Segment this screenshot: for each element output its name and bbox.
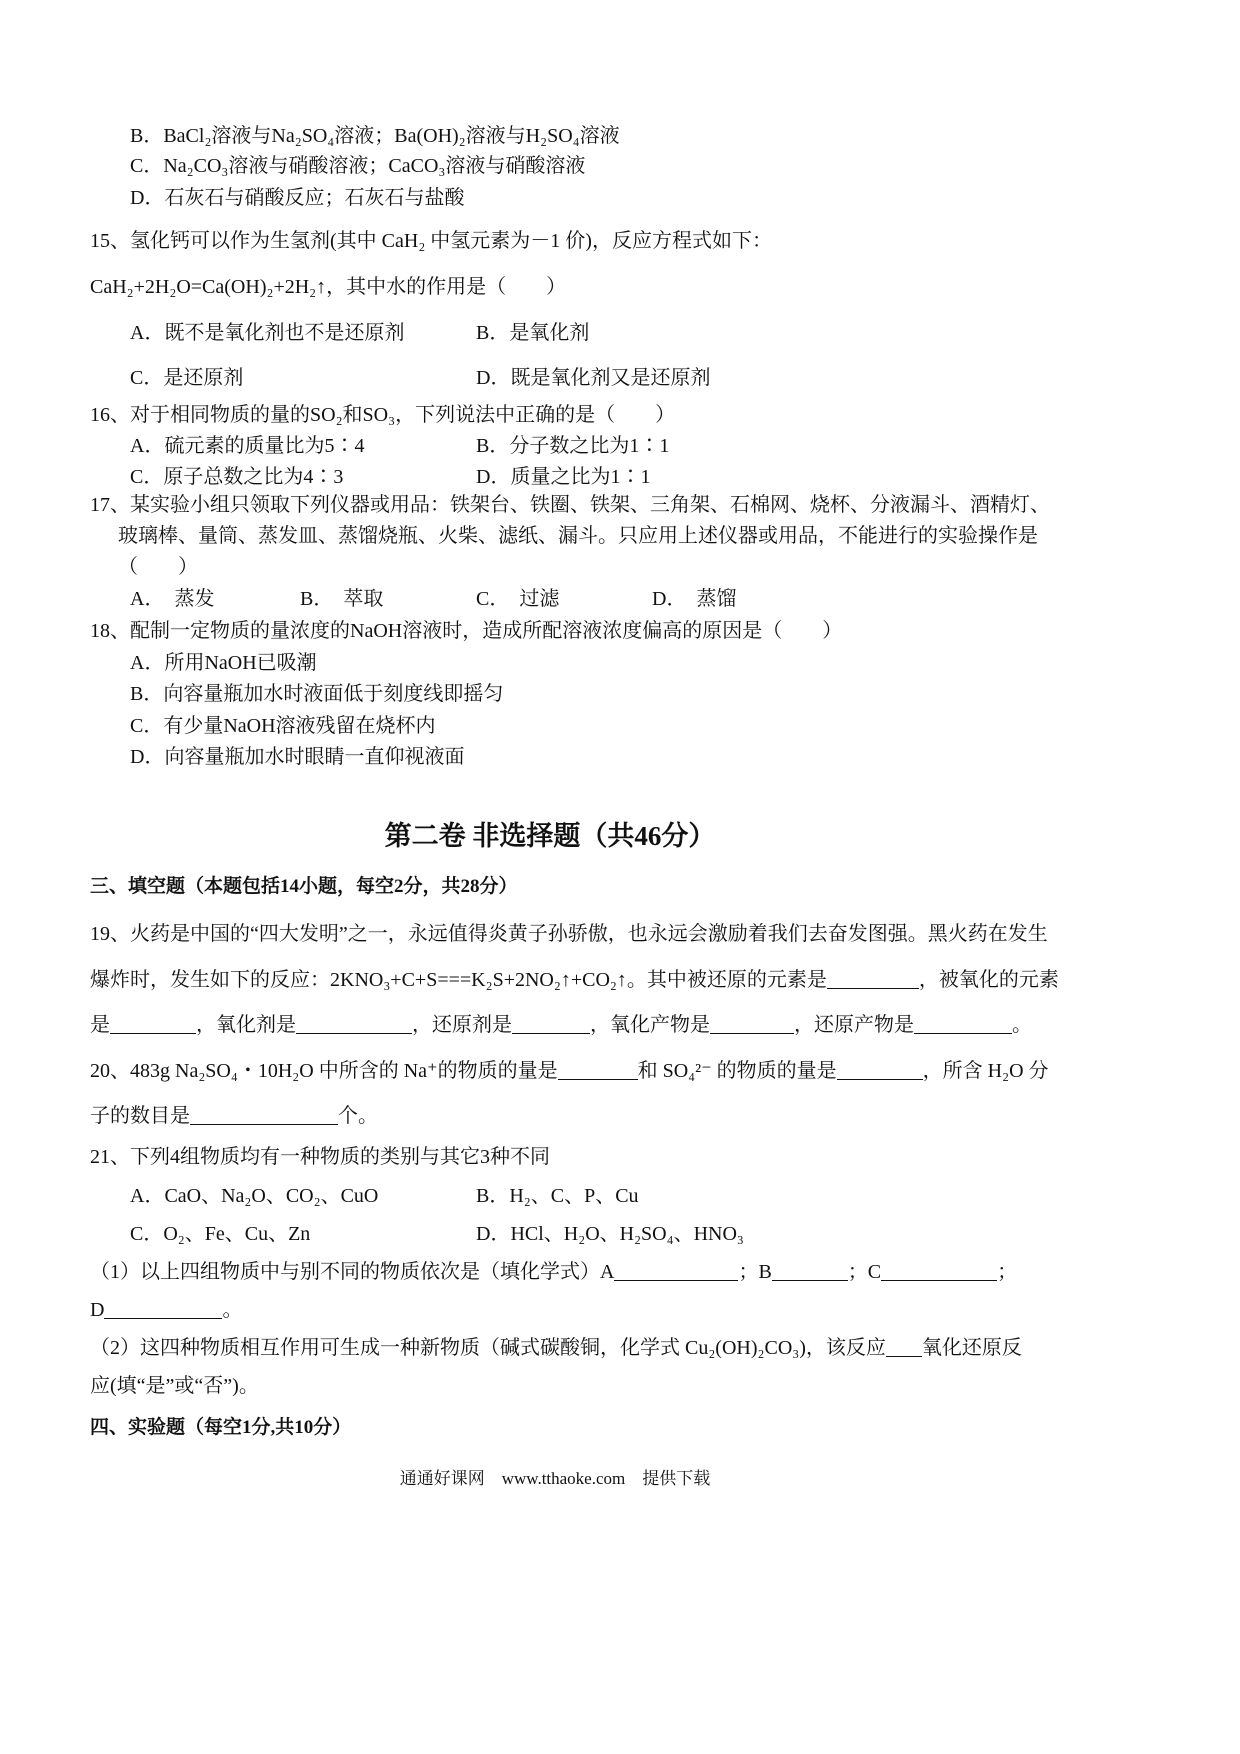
q21-option-a: A．CaO、Na₂O、CO₂、CuO (130, 1185, 379, 1207)
q19-reduction-product-blank[interactable] (914, 1013, 1012, 1034)
q19-text: ，氧化产物是 (590, 1014, 710, 1036)
q20-text: 子的数目是 (90, 1105, 190, 1127)
q20-so4-amount-blank[interactable] (837, 1059, 923, 1080)
q19-oxidized-element-blank[interactable] (110, 1013, 196, 1034)
q20-text: 个。 (338, 1105, 378, 1127)
q19-text: ，被氧化的元素 (918, 969, 1059, 991)
q17-stem-line-2: 玻璃棒、量筒、蒸发皿、蒸馏烧瓶、火柴、滤纸、漏斗。只应用上述仪器或用品，不能进行的实验操作是 (118, 525, 1038, 547)
q21-stem: 21、下列4组物质均有一种物质的类别与其它3种不同 (90, 1146, 550, 1168)
q17-option-d: D． 蒸馏 (652, 588, 737, 610)
q18-option-d: D．向容量瓶加水时眼睛一直仰视液面 (130, 746, 465, 768)
q20-text: 20、483g Na₂SO₄・10H₂O 中所含的 Na⁺的物质的量是 (90, 1060, 558, 1082)
q19-text: ，还原产物是 (794, 1014, 914, 1036)
q19-line-2 (90, 968, 1059, 992)
q21-text: ；B (738, 1261, 772, 1283)
q16-option-d: D．质量之比为1∶1 (476, 466, 651, 488)
section-4-heading: 四、实验题（每空1分,共10分） (90, 1417, 352, 1438)
q19-line-3 (90, 1013, 1032, 1037)
q21-redox-blank[interactable] (886, 1336, 922, 1357)
q19-reductant-blank[interactable] (512, 1013, 590, 1034)
q21-text: D (90, 1299, 105, 1321)
q20-na-amount-blank[interactable] (558, 1059, 638, 1080)
q19-text: 爆炸时，发生如下的反应：2KNO₃+C+S===K₂S+2NO₂↑+CO₂↑。其中被还原的元素是 (90, 969, 827, 991)
q18-stem: 18、配制一定物质的量浓度的NaOH溶液时，造成所配溶液浓度偏高的原因是（ ） (90, 620, 843, 642)
q20-water-count-blank[interactable] (190, 1104, 338, 1125)
part-two-title: 第二卷 非选择题（共46分） (384, 821, 716, 851)
q15-stem: 15、氢化钙可以作为生氢剂(其中 CaH₂ 中氢元素为－1 价)，反应方程式如下： (90, 230, 772, 252)
q21-part-1-line-2 (90, 1298, 242, 1322)
q21-text: 。 (222, 1299, 243, 1321)
q16-option-b: B．分子数之比为1∶1 (476, 435, 670, 457)
q19-reduced-element-blank[interactable] (827, 968, 919, 989)
q21-answer-d-blank[interactable] (104, 1298, 222, 1319)
q18-option-c: C．有少量NaOH溶液残留在烧杯内 (130, 715, 436, 737)
q19-text: ，还原剂是 (412, 1014, 512, 1036)
q14-option-c: C．Na₂CO₃溶液与硝酸溶液；CaCO₃溶液与硝酸溶液 (130, 155, 586, 177)
q21-part-1-line-1 (90, 1260, 1017, 1284)
q21-text: ；C (847, 1261, 882, 1283)
q18-option-a: A．所用NaOH已吸潮 (130, 652, 317, 674)
q17-option-a: A． 蒸发 (130, 588, 215, 610)
q14-option-b: B．BaCl₂溶液与Na₂SO₄溶液；Ba(OH)₂溶液与H₂SO₄溶液 (130, 125, 620, 147)
q15-option-c: C．是还原剂 (130, 367, 244, 389)
q14-option-d: D．石灰石与硝酸反应；石灰石与盐酸 (130, 187, 465, 209)
q21-text: 氧化还原反 (921, 1337, 1022, 1359)
q17-option-c: C． 过滤 (476, 588, 560, 610)
q21-answer-b-blank[interactable] (772, 1260, 848, 1281)
q21-option-d: D．HCl、H₂O、H₂SO₄、HNO₃ (476, 1223, 744, 1245)
q21-answer-c-blank[interactable] (881, 1260, 997, 1281)
q21-text: （2）这四种物质相互作用可生成一种新物质（碱式碳酸铜，化学式 Cu₂(OH)₂CO₃)，该反应 (90, 1337, 886, 1359)
q19-oxidation-product-blank[interactable] (710, 1013, 794, 1034)
q20-text: 和 SO₄²⁻ 的物质的量是 (637, 1060, 837, 1082)
q21-option-c: C．O₂、Fe、Cu、Zn (130, 1223, 311, 1245)
q17-option-b: B． 萃取 (300, 588, 384, 610)
q15-option-d: D．既是氧化剂又是还原剂 (476, 367, 711, 389)
q16-option-a: A．硫元素的质量比为5∶4 (130, 435, 365, 457)
section-3-heading: 三、填空题（本题包括14小题，每空2分，共28分） (90, 876, 518, 897)
q21-part-2-line-1 (90, 1336, 1022, 1360)
q15-option-b: B．是氧化剂 (476, 322, 590, 344)
q17-stem-line-3: （ ） (118, 556, 198, 578)
q21-answer-a-blank[interactable] (614, 1260, 738, 1281)
q20-line-2 (90, 1104, 378, 1128)
q16-stem: 16、对于相同物质的量的SO₂和SO₃，下列说法中正确的是（ ） (90, 404, 676, 426)
q21-text: ； (997, 1261, 1018, 1283)
q19-text: ，氧化剂是 (196, 1014, 296, 1036)
q17-stem-line-1: 17、某实验小组只领取下列仪器或用品：铁架台、铁圈、铁架、三角架、石棉网、烧杯、分液漏斗、酒精灯、 (90, 494, 1050, 516)
q19-text: 。 (1012, 1014, 1032, 1036)
q15-equation: CaH₂+2H₂O=Ca(OH)₂+2H₂↑，其中水的作用是（ ） (90, 276, 567, 298)
q15-option-a: A．既不是氧化剂也不是还原剂 (130, 322, 405, 344)
q20-line-1 (90, 1059, 1049, 1083)
q19-line-1: 19、火药是中国的“四大发明”之一，永远值得炎黄子孙骄傲，也永远会激励着我们去奋发图强。黑火药在发生 (90, 923, 1048, 945)
q21-text: （1）以上四组物质中与别不同的物质依次是（填化学式）A (90, 1261, 615, 1283)
page-footer: 通通好课网 www.tthaoke.com 提供下载 (399, 1469, 711, 1488)
q21-part-2-line-2: 应(填“是”或“否”)。 (90, 1375, 259, 1397)
q18-option-b: B．向容量瓶加水时液面低于刻度线即摇匀 (130, 683, 504, 705)
q16-option-c: C．原子总数之比为4∶3 (130, 466, 344, 488)
q21-option-b: B．H₂、C、P、Cu (476, 1185, 639, 1207)
q19-text: 是 (90, 1014, 110, 1036)
q20-text: ，所含 H₂O 分 (922, 1060, 1049, 1082)
q19-oxidant-blank[interactable] (296, 1013, 412, 1034)
